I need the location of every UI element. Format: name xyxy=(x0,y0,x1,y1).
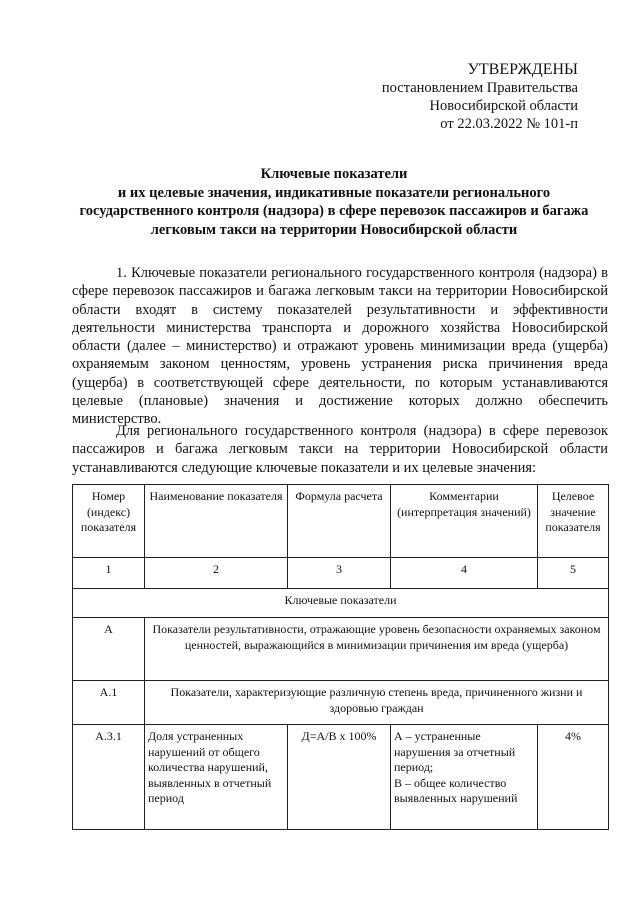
column-number: 3 xyxy=(288,558,391,589)
header-name: Наименование показателя xyxy=(145,485,288,558)
indicator-comment xyxy=(391,725,538,830)
row-description: Показатели, характеризующие различную степень вреда, причиненного жизни и здоровью граждан xyxy=(145,681,609,725)
key-indicators-table xyxy=(72,484,609,830)
column-number-row xyxy=(73,558,609,589)
title-line-2: и их целевые значения, индикативные показатели регионального xyxy=(117,184,551,201)
row-index: А xyxy=(73,618,145,681)
column-number: 5 xyxy=(538,558,609,589)
paragraph-1 xyxy=(72,264,608,429)
indicator-row xyxy=(73,725,609,830)
paragraph-2-text: Для регионального государственного контроля (надзора) в сфере перевозок пассажиров и багажа легковым такси на территории Новосибирской области устанавливаются следующие ключевые показатели и их целевые значения: xyxy=(72,423,608,476)
column-number: 1 xyxy=(73,558,145,589)
comment-a: А – устраненные нарушения за отчетный период; xyxy=(394,729,516,774)
indicator-target: 4% xyxy=(538,725,609,830)
header-comment: Комментарии (интерпретация значений) xyxy=(391,485,538,558)
column-number: 2 xyxy=(145,558,288,589)
approval-block xyxy=(360,60,578,133)
paragraph-1-text: 1. Ключевые показатели регионального государственного контроля (надзора) в сфере перевозок пассажиров и багажа легковым такси на территории Новосибирской области входят в систему показателей результативности и эффективности деятельности министерства транспорта и дорожного хозяйства Новосибирской области (далее – министерство) и отражают уровень минимизации вреда (ущерба) охраняемым законом ценностям, уровень устранения риска причинения вреда (ущерба) в соответствующей сфере деятельности, по которым устанавливаются целевые (плановые) значения и достижение которых должно обеспечить министерство. xyxy=(72,265,608,428)
approval-heading: УТВЕРЖДЕНЫ xyxy=(467,61,578,78)
table-row xyxy=(73,681,609,725)
approval-date-line: от 22.03.2022 № 101-п xyxy=(440,116,578,132)
document-title xyxy=(60,165,608,239)
title-line-4: легковым такси на территории Новосибирской области xyxy=(150,221,518,238)
column-number: 4 xyxy=(391,558,538,589)
section-row xyxy=(73,589,609,618)
title-line-1: Ключевые показатели xyxy=(260,166,408,182)
header-target: Целевое значение показателя xyxy=(538,485,609,558)
table-row xyxy=(73,618,609,681)
approval-line-2: Новосибирской области xyxy=(429,98,578,114)
table-header-row xyxy=(73,485,609,558)
paragraph-2 xyxy=(72,422,608,477)
row-description: Показатели результативности, отражающие уровень безопасности охраняемых законом ценностей, выражающийся в минимизации причинения им вреда (ущерба) xyxy=(145,618,609,681)
title-line-3: государственного контроля (надзора) в сфере перевозок пассажиров и багажа xyxy=(79,203,589,219)
header-index: Номер (индекс) показателя xyxy=(73,485,145,558)
row-index: А.1 xyxy=(73,681,145,725)
indicator-index: А.3.1 xyxy=(73,725,145,830)
comment-b: В – общее количество выявленных нарушений xyxy=(394,775,518,805)
indicator-name: Доля устраненных нарушений от общего количества нарушений, выявленных в отчетный период xyxy=(145,725,288,830)
approval-line-1: постановлением Правительства xyxy=(381,80,578,96)
header-formula: Формула расчета xyxy=(288,485,391,558)
indicator-formula: Д=А/В х 100% xyxy=(288,725,391,830)
section-title: Ключевые показатели xyxy=(73,589,609,618)
